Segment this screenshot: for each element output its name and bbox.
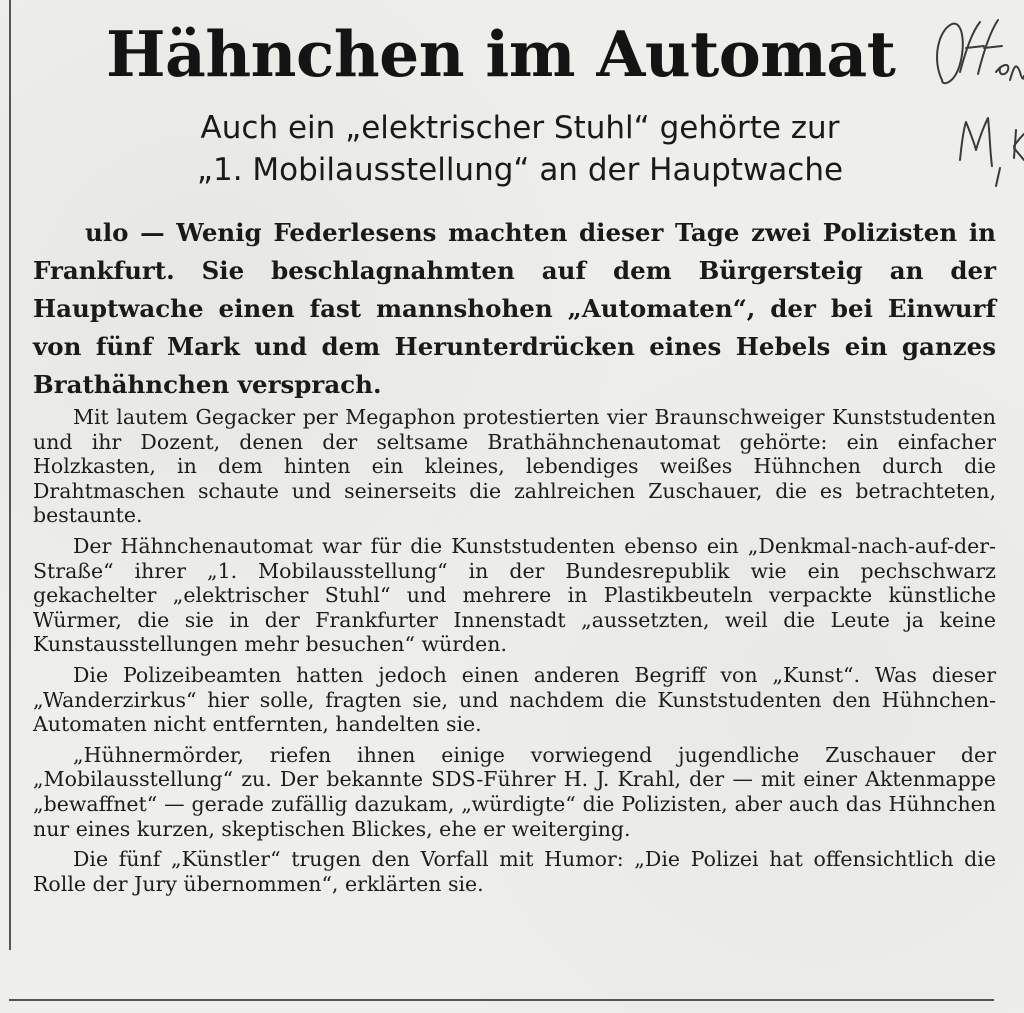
body-paragraph-1: Mit lautem Gegacker per Megaphon protestierten vier Braunschweiger Kunststudenten und ihr Dozent, denen der seltsame Brathähnchenautomat gehörte: ein einfacher Holzkasten, in dem hinten ein kleines, lebendiges weißes Hühnchen durch die Drahtmaschen schaute und seinerseits die zahlreichen Zuschauer, die es betrachteten, bestaunte. bbox=[33, 405, 996, 528]
article-body bbox=[33, 405, 996, 902]
column-rule-left bbox=[9, 0, 11, 950]
handwritten-note-image bbox=[930, 10, 1024, 200]
subheadline-line-1: Auch ein „elektrischer Stuhl“ gehörte zur bbox=[200, 110, 840, 146]
headline: Hähnchen im Automat bbox=[106, 17, 896, 91]
column-rule-bottom bbox=[9, 999, 994, 1001]
lead-paragraph bbox=[33, 214, 996, 404]
subheadline-line-2: „1. Mobilausstellung“ an der Hauptwache bbox=[196, 152, 844, 188]
body-paragraph-2: Der Hähnchenautomat war für die Kunststudenten ebenso ein „Denkmal-nach-auf-der-Straße“ ihrer „1. Mobilausstellung“ in der Bundesrepublik wie ein pechschwarz gekachelter „elektrischer Stuhl“ und mehrere in Plastikbeuteln verpackte künstliche Würmer, die sie in der Frankfurter Innenstadt „aussetzten, weil die Leute ja keine Kunstausstellungen mehr besuchen“ würden. bbox=[33, 533, 996, 657]
body-paragraph-5: Die fünf „Künstler“ trugen den Vorfall mit Humor: „Die Polizei hat offensichtlich die Rolle der Jury übernommen“, erklärten sie. bbox=[33, 847, 996, 896]
body-paragraph-3: Die Polizeibeamten hatten jedoch einen anderen Begriff von „Kunst“. Was dieser „Wanderzirkus“ hier solle, fragten sie, und nachdem die Kunststudenten den Hühnchen-Automaten nicht entfernten, handelten sie. bbox=[33, 662, 996, 737]
body-paragraph-4: „Hühnermörder, riefen ihnen einige vorwiegend jugendliche Zuschauer der „Mobilausstellung“ zu. Der bekannte SDS-Führer H. J. Krahl, der — mit einer Aktenmappe „bewaffnet“ — gerade zufällig dazukam, „würdigte“ die Polizisten, aber auch das Hühnchen nur eines kurzen, skeptischen Blickes, ehe er weiterging. bbox=[33, 742, 996, 841]
lead-text: ulo — Wenig Federlesens machten dieser Tage zwei Polizisten in Frankfurt. Sie beschlagnahmten auf dem Bürgersteig an der Hauptwache einen fast mannshohen „Automaten“, der bei Einwurf von fünf Mark und dem Herunterdrücken eines Hebels ein ganzes Brathähnchen versprach. bbox=[33, 218, 996, 399]
